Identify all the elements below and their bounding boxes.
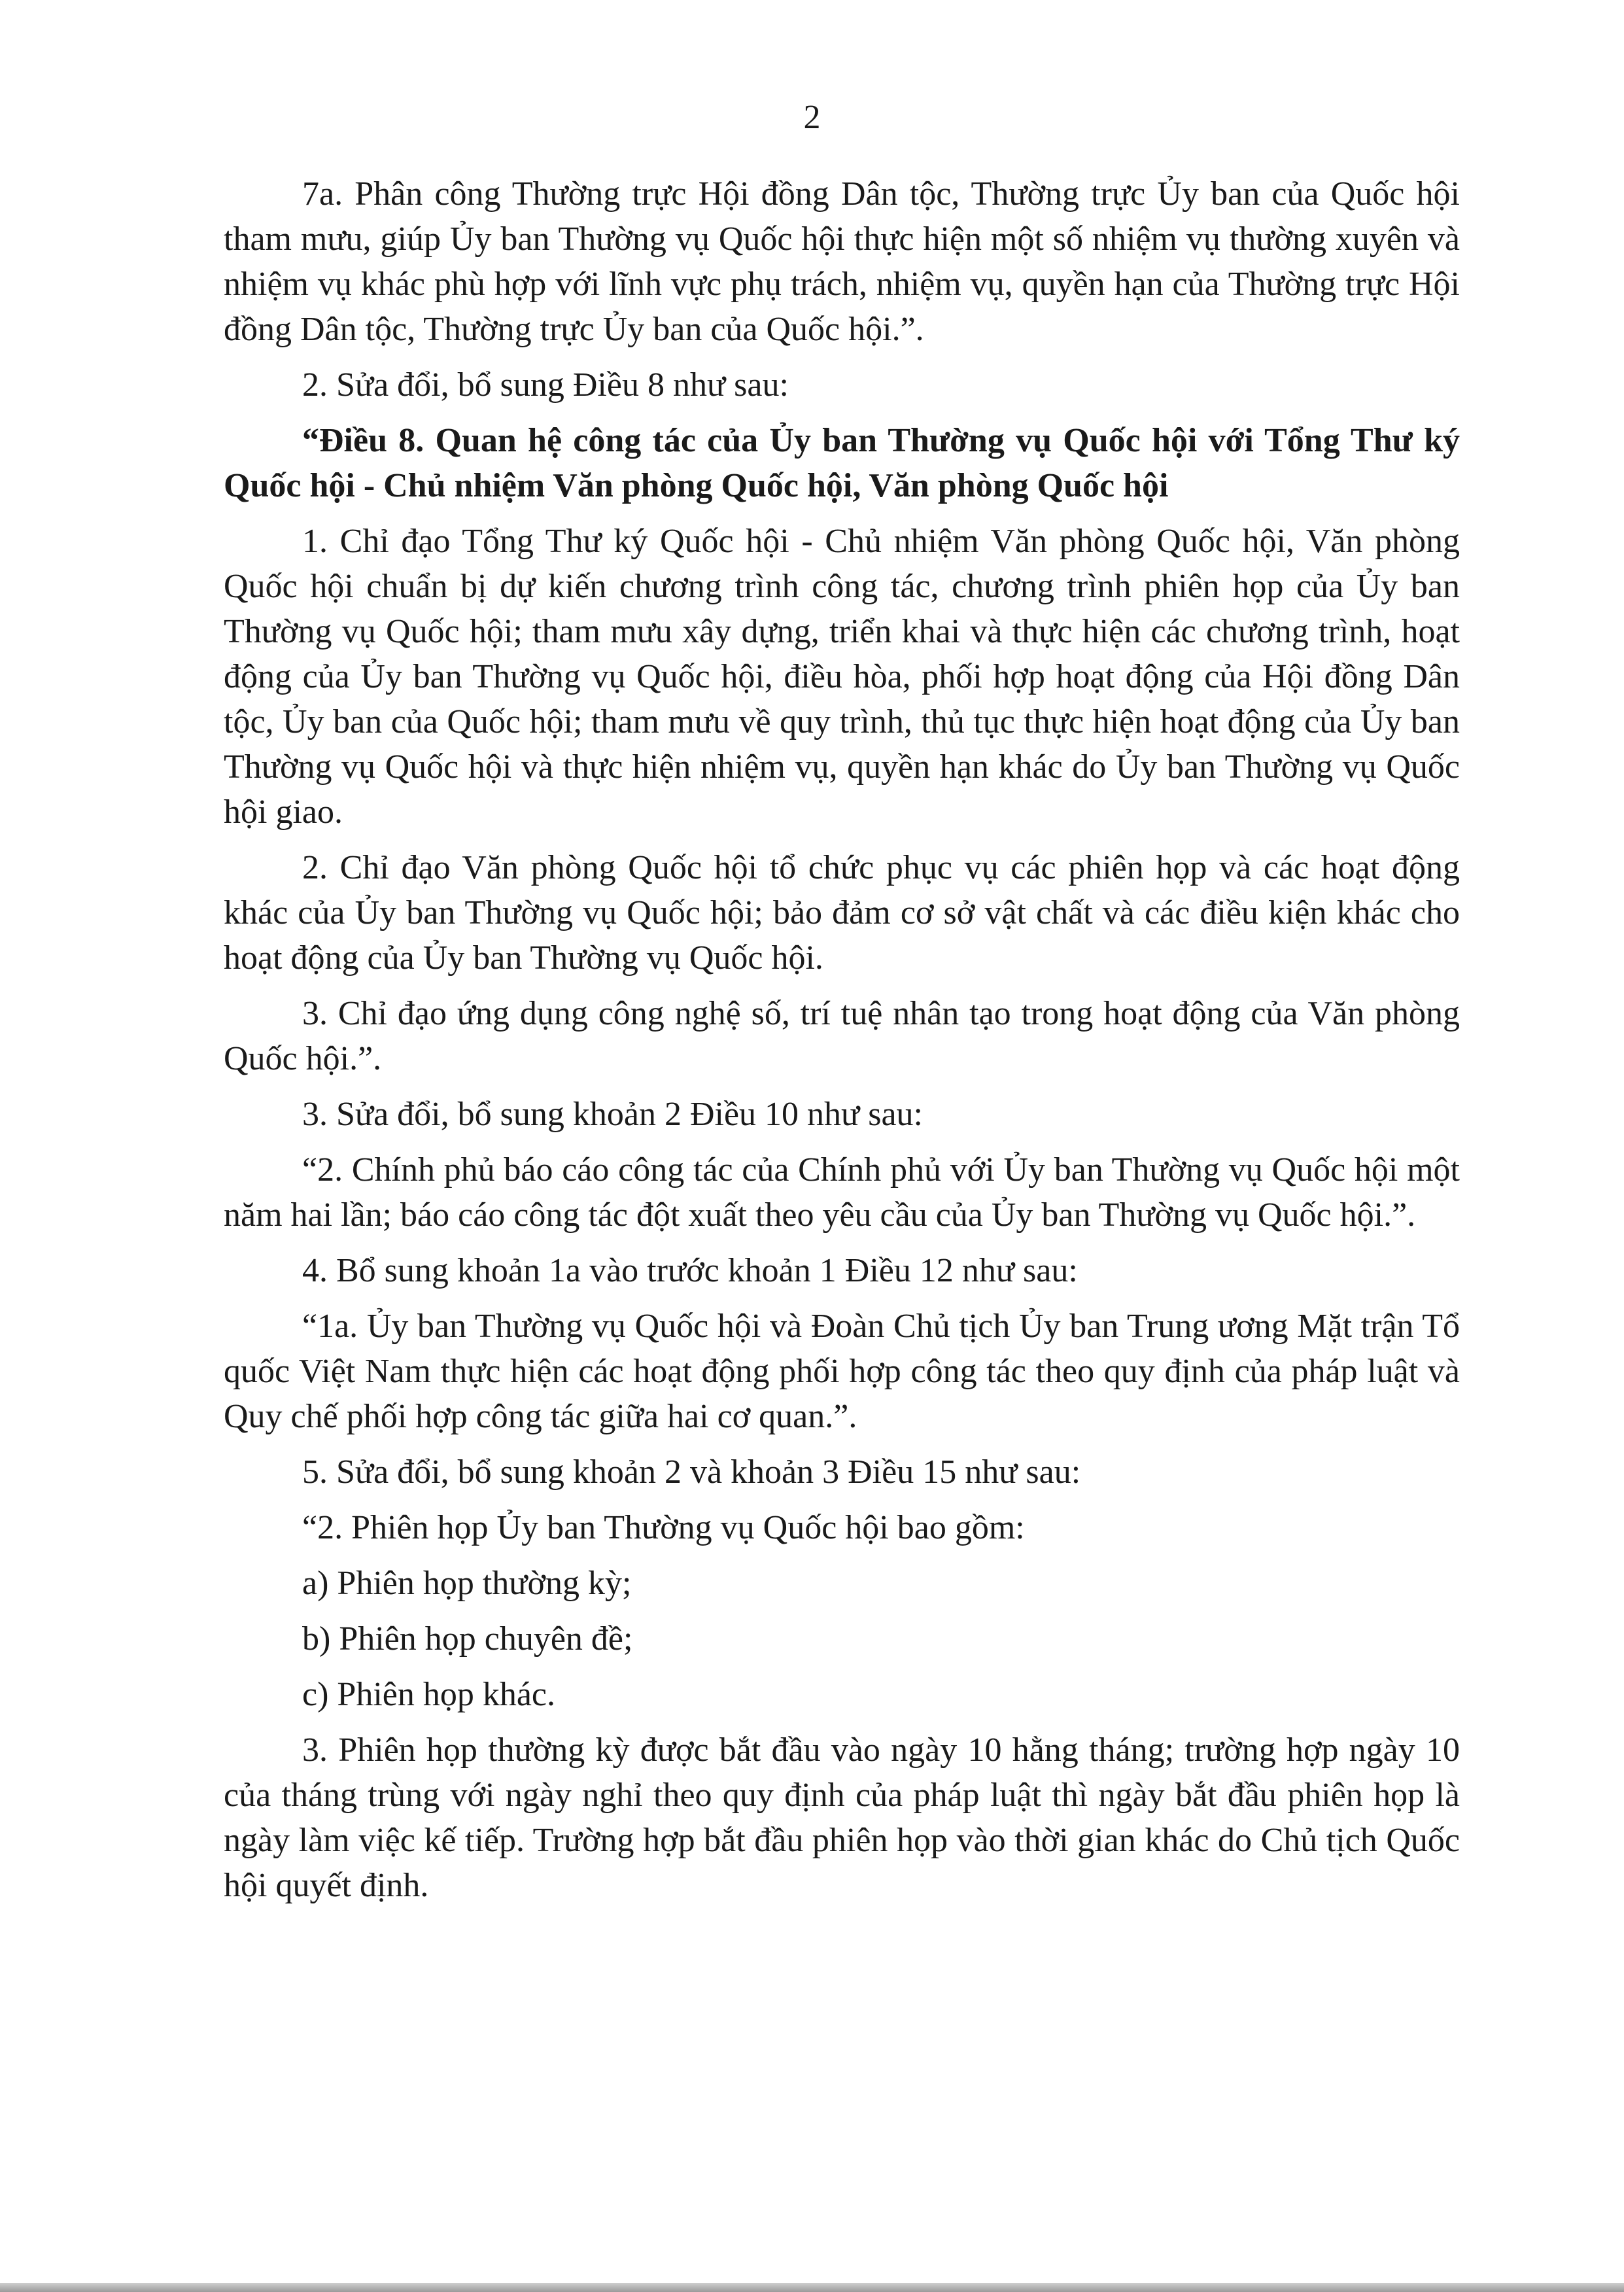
- list-item-b: b) Phiên họp chuyên đề;: [302, 1620, 633, 1658]
- page-number: 2: [803, 99, 821, 136]
- list-item-c: c) Phiên họp khác.: [302, 1676, 556, 1713]
- article-8-clause-3: 3. Chỉ đạo ứng dụng công nghệ số, trí tuệ nhân tạo trong hoạt động của Văn phòng Quốc hội.”.: [224, 995, 1460, 1077]
- article-8-heading: “Điều 8. Quan hệ công tác của Ủy ban Thường vụ Quốc hội với Tổng Thư ký Quốc hội - Chủ nhiệm Văn phòng Quốc hội, Văn phòng Quốc hội: [224, 422, 1460, 504]
- paragraph-amend-article-8: 2. Sửa đổi, bổ sung Điều 8 như sau:: [302, 366, 789, 404]
- paragraph-amend-article-15: 5. Sửa đổi, bổ sung khoản 2 và khoản 3 Điều 15 như sau:: [302, 1453, 1081, 1491]
- article-15-clause-3: 3. Phiên họp thường kỳ được bắt đầu vào ngày 10 hằng tháng; trường hợp ngày 10 của tháng trùng với ngày nghỉ theo quy định của pháp luật thì ngày bắt đầu phiên họp là ngày làm việc kế tiếp. Trường hợp bắt đầu phiên họp vào thời gian khác do Chủ tịch Quốc hội quyết định.: [224, 1731, 1460, 1904]
- article-8-clause-2: 2. Chỉ đạo Văn phòng Quốc hội tổ chức phục vụ các phiên họp và các hoạt động khác của Ủy ban Thường vụ Quốc hội; bảo đảm cơ sở vật chất và các điều kiện khác cho hoạt động của Ủy ban Thường vụ Quốc hội.: [224, 849, 1460, 977]
- article-15-clause-2: “2. Phiên họp Ủy ban Thường vụ Quốc hội bao gồm:: [302, 1509, 1025, 1546]
- paragraph-7a: 7a. Phân công Thường trực Hội đồng Dân tộc, Thường trực Ủy ban của Quốc hội tham mưu, giúp Ủy ban Thường vụ Quốc hội thực hiện một số nhiệm vụ thường xuyên và nhiệm vụ khác phù hợp với lĩnh vực phụ trách, nhiệm vụ, quyền hạn của Thường trực Hội đồng Dân tộc, Thường trực Ủy ban của Quốc hội.”.: [224, 175, 1460, 348]
- paragraph-amend-article-12: 4. Bổ sung khoản 1a vào trước khoản 1 Điều 12 như sau:: [302, 1252, 1078, 1289]
- article-10-clause-2: “2. Chính phủ báo cáo công tác của Chính phủ với Ủy ban Thường vụ Quốc hội một năm hai lần; báo cáo công tác đột xuất theo yêu cầu của Ủy ban Thường vụ Quốc hội.”.: [224, 1151, 1460, 1234]
- article-12-clause-1a: “1a. Ủy ban Thường vụ Quốc hội và Đoàn Chủ tịch Ủy ban Trung ương Mặt trận Tổ quốc Việt Nam thực hiện các hoạt động phối hợp công tác theo quy định của pháp luật và Quy chế phối hợp công tác giữa hai cơ quan.”.: [224, 1308, 1460, 1435]
- document-body: [224, 171, 1460, 1919]
- list-item-a: a) Phiên họp thường kỳ;: [302, 1565, 632, 1602]
- scan-bottom-edge: [0, 2283, 1624, 2292]
- paragraph-amend-article-10: 3. Sửa đổi, bổ sung khoản 2 Điều 10 như sau:: [302, 1096, 923, 1133]
- article-8-clause-1: 1. Chỉ đạo Tổng Thư ký Quốc hội - Chủ nhiệm Văn phòng Quốc hội, Văn phòng Quốc hội chuẩn bị dự kiến chương trình công tác, chương trình phiên họp của Ủy ban Thường vụ Quốc hội; tham mưu xây dựng, triển khai và thực hiện các chương trình, hoạt động của Ủy ban Thường vụ Quốc hội, điều hòa, phối hợp hoạt động của Hội đồng Dân tộc, Ủy ban của Quốc hội; tham mưu về quy trình, thủ tục thực hiện hoạt động của Ủy ban Thường vụ Quốc hội và thực hiện nhiệm vụ, quyền hạn khác do Ủy ban Thường vụ Quốc hội giao.: [224, 523, 1460, 831]
